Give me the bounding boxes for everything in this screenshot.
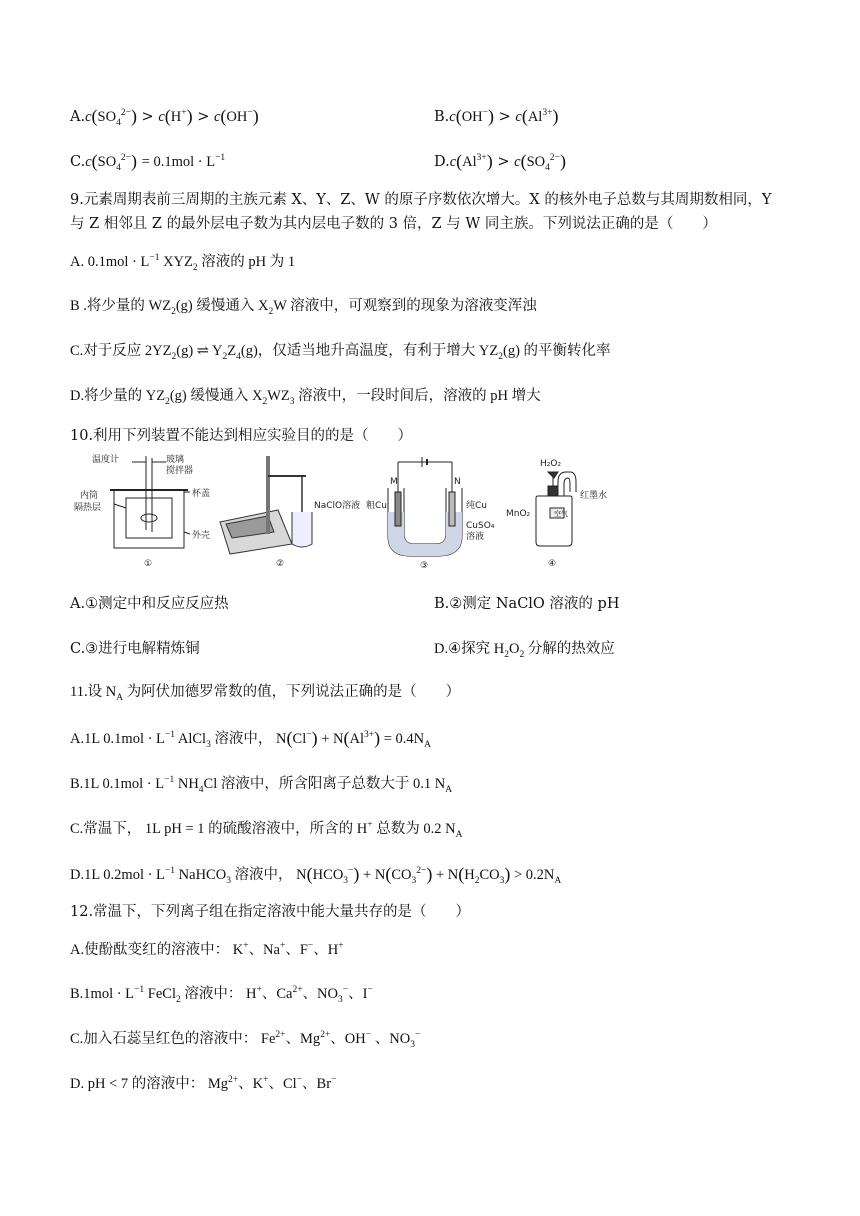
q12-option-a: A.使酚酞变红的溶液中： K+、Na+、F−、H+ [70,941,344,958]
fig3-m-label: M [390,477,398,487]
fig3-sol-label: 溶液 [466,532,485,542]
q11-option-c: C.常温下， 1L pH = 1 的硫酸溶液中，所含的 H+ 总数为 0.2 $N_A$ [70,820,463,840]
q11-option-b: B.1L $0.1mol \cdot L^{-1}$ $NH_4Cl$ 溶液中，所含阳离子总数大于 0.1 $N_A$ [70,775,453,795]
fig3-number: ③ [420,561,429,570]
fig3-cuso4-label: CuSO₄ [466,521,495,531]
q8-option-d: $D.c(Al^{3+}) > c(SO_4^{2-})$ [434,151,566,173]
q12-option-b: $B.1mol \cdot L^{-1}$ FeCl$_2$ 溶液中： H+、$Ca^{2+}$、$NO_3^-$、I− [70,985,373,1005]
fig1-glass-label: 玻璃 [166,455,185,465]
q10-option-a: A.①测定中和反应反应热 [70,596,229,612]
q8-option-a: $A.c(SO_4^{2-}) > c(H^+) > c(OH^-)$ [70,106,259,128]
h2o2-flask-diagram [536,472,576,546]
q10-apparatus-figure [70,452,630,570]
q9-option-c: C.对于反应 $2YZ_2(g)$ ⇌ $Y_2Z_4(g)$，仅适当地升高温度，有利于增大 $YZ_2(g)$ 的平衡转化率 [70,343,611,362]
fig1-number: ① [144,559,153,569]
q10-option-d: D.④探究 $H_2O_2$ 分解的热效应 [434,641,615,660]
q10-stem: 10.利用下列装置不能达到相应实验目的的是（ ） [70,428,413,444]
q9-stem-line1: 9.元素周期表前三周期的主族元素 X、Y、Z、W 的原子序数依次增大。X 的核外电子总数与其周期数相同，Y [70,192,772,208]
q11-option-a: A.1L $0.1mol \cdot L^{-1}$ AlCl$_3$ 溶液中， $N(Cl^-) + N(Al^{3+}) = 0.4N_A$ [70,728,432,750]
q10-option-c: C.③进行电解精炼铜 [70,641,200,657]
fig1-lid-label: 杯盖 [192,489,211,499]
q11-option-d: D.1L $0.2mol \cdot L^{-1}$ NaHCO$_3$ 溶液中， $N(HCO_3^-) + N(CO_3^{2-}) + N(H_2CO_3) > 0.2N_A$ [70,864,562,886]
q9-option-a: A. $0.1mol \cdot L^{-1}$ $XYZ_2$ 溶液的 pH 为 1 [70,253,296,273]
fig4-ink-label: 红墨水 [580,491,608,501]
q12-option-c: C.加入石蕊呈红色的溶液中： $Fe^{2+}$、$Mg^{2+}$、OH− 、$NO_3^-$ [70,1030,421,1050]
q12-option-d: D. pH < 7 的溶液中： $Mg^{2+}$、K+、Cl−、Br− [70,1075,337,1092]
fig1-inner-label: 内筒 [80,491,99,501]
fig2-solution-label: NaClO溶液 [314,501,361,511]
q9-stem-line2: 与 Z 相邻且 Z 的最外层电子数为其内层电子数的 3 倍，Z 与 W 同主族。下列说法正确的是（ ） [70,216,717,232]
fig2-number: ② [276,559,285,569]
q8-option-b: $B.c(OH^-) > c(Al^{3+})$ [434,106,559,126]
q9-option-d: D.将少量的 $YZ_2(g)$ 缓慢通入 $X_2WZ_3$ 溶液中，一段时间后，溶液的 pH 增大 [70,388,541,407]
fig1-thermometer-label: 温度计 [92,455,120,465]
q9-option-b: B .将少量的 $WZ_2(g)$ 缓慢通入 $X_2W$ 溶液中，可观察到的现象为溶液变浑浊 [70,298,537,317]
q10-option-b: B.②测定 NaClO 溶液的 pH [434,596,620,612]
fig3-crude-label: 粗Cu [366,501,387,511]
fig4-mno2-label: MnO₂ [506,509,531,519]
apparatus-diagrams [70,452,630,570]
fig4-number: ④ [548,559,557,569]
fig4-air-label: 空气 [554,510,568,518]
fig1-insulation-label: 隔热层 [74,503,102,513]
fig3-n-label: N [454,477,461,487]
fig1-stirrer-label: 搅拌器 [166,466,194,476]
q11-stem: 11.设 $N_A$ 为阿伏加德罗常数的值，下列说法正确的是（ ） [70,684,461,703]
q8-option-c: $C.c(SO_4^{2-}) = 0.1mol \cdot L^{-1}$ [70,151,226,173]
fig4-h2o2-label: H₂O₂ [540,459,562,469]
electrolysis-diagram [388,457,462,556]
fig1-shell-label: 外壳 [192,531,211,541]
q12-stem: 12.常温下，下列离子组在指定溶液中能大量共存的是（ ） [70,904,471,920]
fig3-pure-label: 纯Cu [466,501,487,511]
ph-meter-diagram [220,456,312,554]
